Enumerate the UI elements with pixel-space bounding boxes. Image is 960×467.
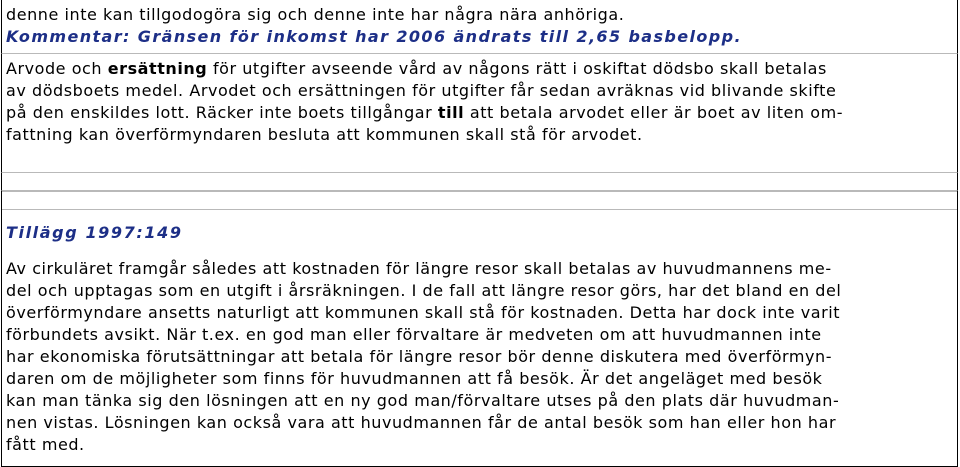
arvode-line-3-start: på den enskildes lott.	[6, 103, 191, 122]
arvode-line-3	[6, 102, 954, 124]
arvode-line-3-mid: Räcker inte boets tillgångar	[190, 103, 438, 122]
empty-table-row	[1, 190, 958, 210]
tillagg-line: daren om de möjligheter som finns för huvudmannen att få besök. Är det angeläget med besök	[6, 369, 823, 388]
tillagg-line: har ekonomiska förutsättningar att betala för längre resor bör denne diskutera med överförmyn-	[6, 347, 833, 366]
intro-line: denne inte kan tillgodogöra sig och denne inte har några nära anhöriga.	[6, 5, 625, 24]
tillagg-line: överförmyndare ansetts naturligt att kommunen skall stå för kostnaden. Detta har dock inte varit	[6, 303, 841, 322]
arvode-bold-till: till	[437, 103, 465, 122]
empty-table-row	[1, 172, 958, 192]
arvode-section	[1, 54, 958, 172]
tillagg-line: Av cirkuläret framgår således att kostnaden för längre resor skall betalas av huvudmannens me-	[6, 259, 832, 278]
tillagg-line: fått med.	[6, 435, 85, 454]
arvode-line-1-start: Arvode och	[6, 59, 108, 78]
tillagg-line: del och upptagas som en utgift i årsräkningen. I de fall att längre resor görs, har det bland en del	[6, 281, 842, 300]
intro-section	[1, 0, 958, 54]
arvode-line-4: fattning kan överförmyndaren besluta att kommunen skall stå för arvodet.	[6, 125, 643, 144]
tillagg-heading: Tillägg 1997:149	[6, 223, 183, 242]
tillagg-section	[1, 208, 958, 467]
tillagg-line: nen vistas. Lösningen kan också vara att huvudmannen får de antal besök som han eller hon har	[6, 413, 837, 432]
arvode-line-2: av dödsboets medel. Arvodet och ersättningen för utgifter får sedan avräknas vid blivande skifte	[6, 81, 837, 100]
arvode-bold-ersattning: ersättning	[107, 59, 208, 78]
comment-line: Kommentar: Gränsen för inkomst har 2006 ändrats till 2,65 basbelopp.	[6, 27, 742, 46]
tillagg-line: kan man tänka sig den lösningen att en ny god man/förvaltare utses på den plats där huvudman-	[6, 391, 840, 410]
tillagg-line: förbundets avsikt. När t.ex. en god man eller förvaltare är medveten om att huvudmannen inte	[6, 325, 822, 344]
arvode-line-1-end: för utgifter avseende vård av någons rätt i oskiftat dödsbo skall betalas	[207, 59, 827, 78]
arvode-line-1	[6, 58, 954, 80]
arvode-line-3-end: att betala arvodet eller är boet av liten om-	[464, 103, 844, 122]
